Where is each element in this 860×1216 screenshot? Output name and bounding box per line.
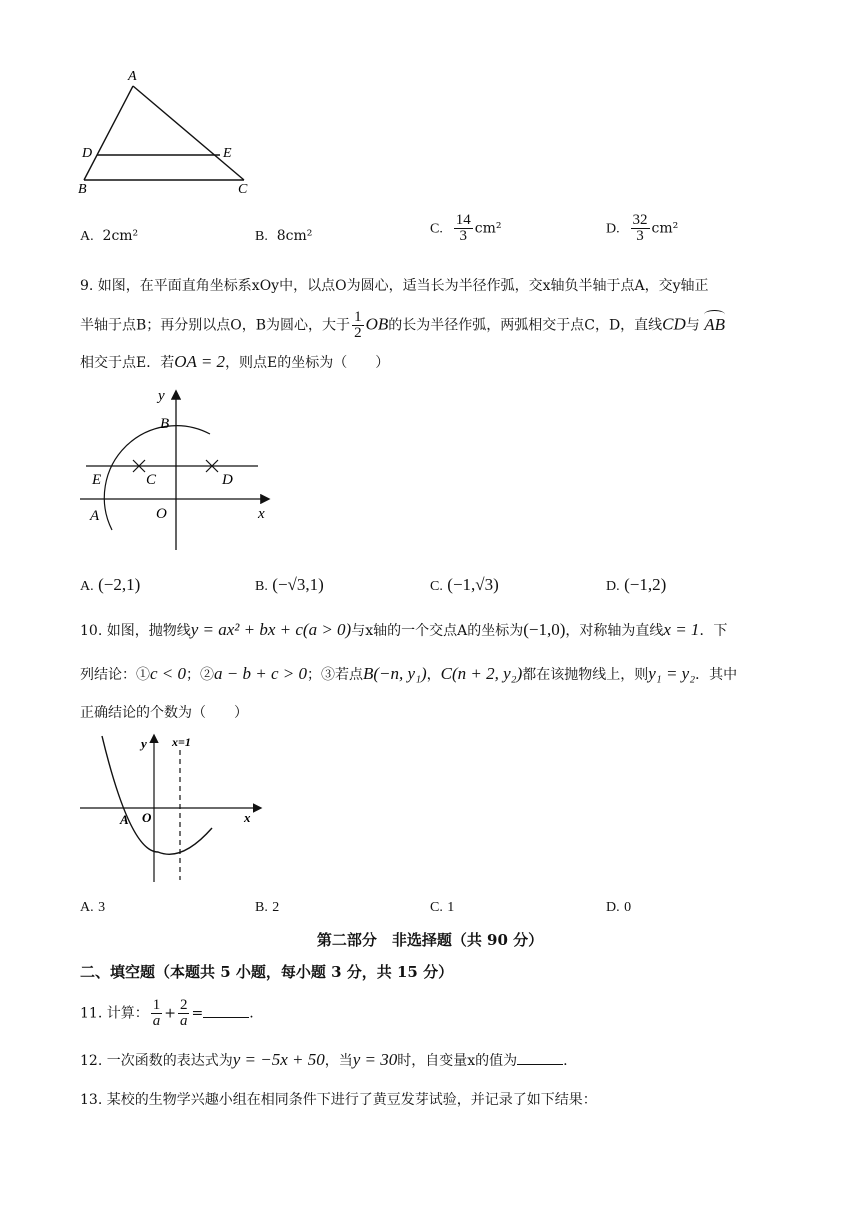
q12: 12. 一次函数的表达式为y = −5x + 50，当y = 30时，自变量x的值为 . [80, 1050, 568, 1069]
label-b: B [160, 416, 170, 432]
label-y: y [158, 388, 165, 404]
q8-option-d: D. $\frac{32}{3}$ cm² [606, 212, 679, 244]
part2-title: 第二部分 非选择题（共 90 分） [316, 931, 544, 949]
q10-option-c: C. 1 [430, 900, 455, 915]
label-x: x [244, 810, 251, 825]
side-ab [84, 86, 133, 180]
label-a: A [90, 508, 100, 524]
label-o: O [142, 810, 152, 825]
q9-option-d: D. (−1,2) [606, 575, 667, 594]
q9-option-c: C. (−1,√3) [430, 575, 499, 594]
label-x-equals-1: x=1 [172, 735, 191, 749]
q9-option-a: A. (−2,1) [80, 575, 141, 594]
label-c: C [238, 182, 248, 197]
q9-line3: 相交于点E．若OA = 2，则点E的坐标为（ ） [80, 352, 390, 371]
q10-option-d: D. 0 [606, 900, 632, 915]
label-a: A [128, 69, 137, 84]
q9-line2: 半轴于点B；再分别以点O，B为圆心，大于 $\frac{1}{2}$ OB的长为半径作弧，两弧相交于点C，D，直线CD与 AB [80, 309, 726, 341]
q10-parabola-figure [78, 732, 268, 887]
label-e: E [223, 146, 232, 161]
label-a: A [120, 812, 129, 827]
q9-line1: 9. 如图，在平面直角坐标系xOy中，以点O为圆心，适当长为半径作弧，交x轴负半轴于点A，交y轴正 [80, 278, 709, 294]
label-x: x [258, 506, 265, 522]
q10-line2: 列结论：①c < 0；②a − b + c > 0；③若点B(−n, y₁)，C(n + 2, y₂)都在该抛物线上，则y₁ = y₂．其中 [80, 664, 738, 683]
q11: 11. 计算： $\frac{1}{a}$ + $\frac{2}{a}$ = . [80, 997, 254, 1029]
q8-option-a: A. 2cm² [80, 228, 139, 244]
q9-option-b: B. (−√3,1) [255, 575, 324, 594]
parabola-curve [102, 736, 212, 854]
section2-title: 二、填空题（本题共 5 小题，每小题 3 分，共 15 分） [80, 963, 454, 981]
q8-option-c: C. $\frac{14}{3}$ cm² [430, 212, 502, 244]
answer-blank[interactable] [517, 1050, 563, 1065]
q10-option-a: A. 3 [80, 900, 106, 915]
label-y: y [141, 736, 147, 751]
label-e: E [92, 472, 102, 488]
label-d: D [82, 146, 93, 161]
label-b: B [78, 182, 87, 197]
triangle-figure [72, 62, 272, 197]
q10-line3: 正确结论的个数为（ ） [80, 705, 248, 721]
label-o: O [156, 506, 167, 522]
q13: 13. 某校的生物学兴趣小组在相同条件下进行了黄豆发芽试验，并记录了如下结果： [80, 1092, 597, 1108]
side-ac [133, 86, 244, 180]
label-d: D [222, 472, 233, 488]
q10-option-b: B. 2 [255, 900, 280, 915]
q9-coordinate-figure [78, 384, 278, 554]
answer-blank[interactable] [203, 1003, 249, 1018]
q10-line1: 10. 如图，抛物线y = ax² + bx + c(a > 0)与x轴的一个交点A的坐标为(−1,0)，对称轴为直线x = 1．下 [80, 620, 728, 639]
q8-option-b: B. 8cm² [255, 228, 313, 244]
label-c: C [146, 472, 157, 488]
